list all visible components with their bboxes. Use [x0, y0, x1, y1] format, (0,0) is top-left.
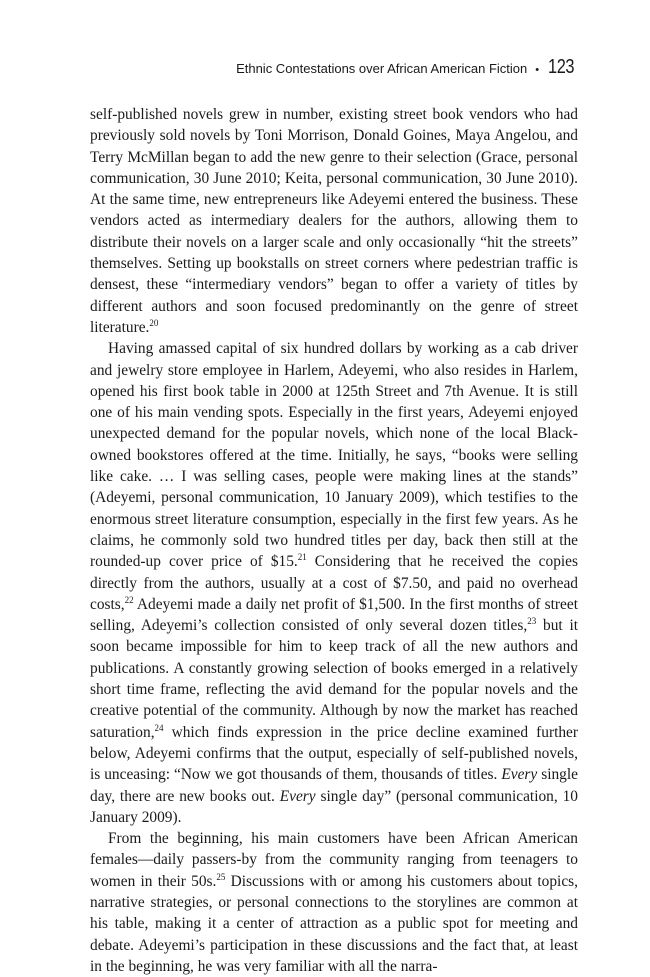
footnote-ref-21[interactable]: 21 — [297, 552, 307, 563]
body-text — [90, 104, 578, 977]
paragraph-2-text-a: Having amassed capital of six hundred dollars by working as a cab driver and jewelry store employee in Harlem, Adeyemi, who also resides in Harlem, opened his first book table in 2000 at 125th Street and 7th Avenue. It is still one of his main vending spots. Especially in the first years, Adeyemi enjoyed unexpected demand for the popular novels, which none of the local Black-owned bookstores offered at the time. Initially, he says, “books were selling like cake. … I was selling cases, people were making lines at the stands” (Adeyemi, personal communication, 10 January 2009), which testifies to the enormous street literature consumption, especially in the first few years. As he claims, he commonly sold two hundred titles per day, back then still at the rounded-up cover price of $15. — [90, 340, 578, 571]
footnote-ref-23[interactable]: 23 — [527, 616, 537, 627]
header-bullet: • — [535, 64, 540, 76]
paragraph-1 — [90, 104, 578, 338]
paragraph-3-text-b: Discussions with or among his customers about topics, narrative strategies, or personal connections to the storylines are common at his table, making it a center of attraction as a public spot for meeting and debate. Adeyemi’s participation in these discussions and the fact that, at least in the beginning, he was very familiar with all the narra- — [90, 872, 579, 975]
paragraph-2-text-c: Adeyemi made a daily net profit of $1,500. In the first months of street selling, Adeyemi’s collection consisted of only several dozen titles, — [90, 595, 578, 635]
paragraph-1-text: self-published novels grew in number, existing street book vendors who had previously sold novels by Toni Morrison, Donald Goines, Maya Angelou, and Terry McMillan began to add the new genre to their selection (Grace, personal communication, 30 June 2010; Keita, personal communication, 30 June 2010). At the same time, new entrepreneurs like Adeyemi entered the business. These vendors acted as intermediary dealers for the authors, allowing them to distribute their novels on a larger scale and only occasionally “hit the streets” themselves. Setting up bookstalls on street corners where pedestrian traffic is densest, these “intermediary vendors” began to offer a variety of titles by different authors and soon focused predominantly on the genre of street literature. — [90, 106, 578, 336]
paragraph-3 — [90, 828, 578, 977]
footnote-ref-20[interactable]: 20 — [149, 317, 159, 328]
paragraph-2-text-e: which finds expression in the price decline examined further below, Adeyemi confirms that the output, especially of self-published novels, is unceasing: “Now we got thousands of them, thousands of titles. — [90, 723, 578, 784]
running-title: Ethnic Contestations over African American Fiction — [236, 61, 528, 76]
footnote-ref-22[interactable]: 22 — [124, 594, 134, 605]
emphasis-every-1: Every — [501, 766, 538, 784]
paragraph-2-text-b: Considering that he received the copies directly from the authors, usually at a cost of $7.50, and paid no overhead costs, — [90, 553, 578, 613]
paragraph-2-text-g: single day” (personal communication, 10 January 2009). — [90, 787, 578, 826]
paragraph-2 — [90, 338, 578, 828]
paragraph-2-text-f: single day, there are new books out. — [90, 766, 578, 805]
emphasis-every-2: Every — [279, 787, 316, 805]
footnote-ref-25[interactable]: 25 — [216, 871, 226, 882]
paragraph-3-text-a: From the beginning, his main customers have been African American females—daily passers-by from the community ranging from teenagers to women in their 50s. — [90, 830, 578, 890]
paragraph-2-text-d: but it soon became impossible for him to keep track of all the new authors and publications. A constantly growing selection of books emerged in a relatively short time frame, reflecting the avid demand for the popular novels and the creative potential of the community. Although by now the market has reached saturation, — [90, 617, 578, 741]
page-number: 123 — [548, 56, 575, 78]
running-header — [90, 56, 580, 80]
footnote-ref-24[interactable]: 24 — [154, 722, 164, 733]
